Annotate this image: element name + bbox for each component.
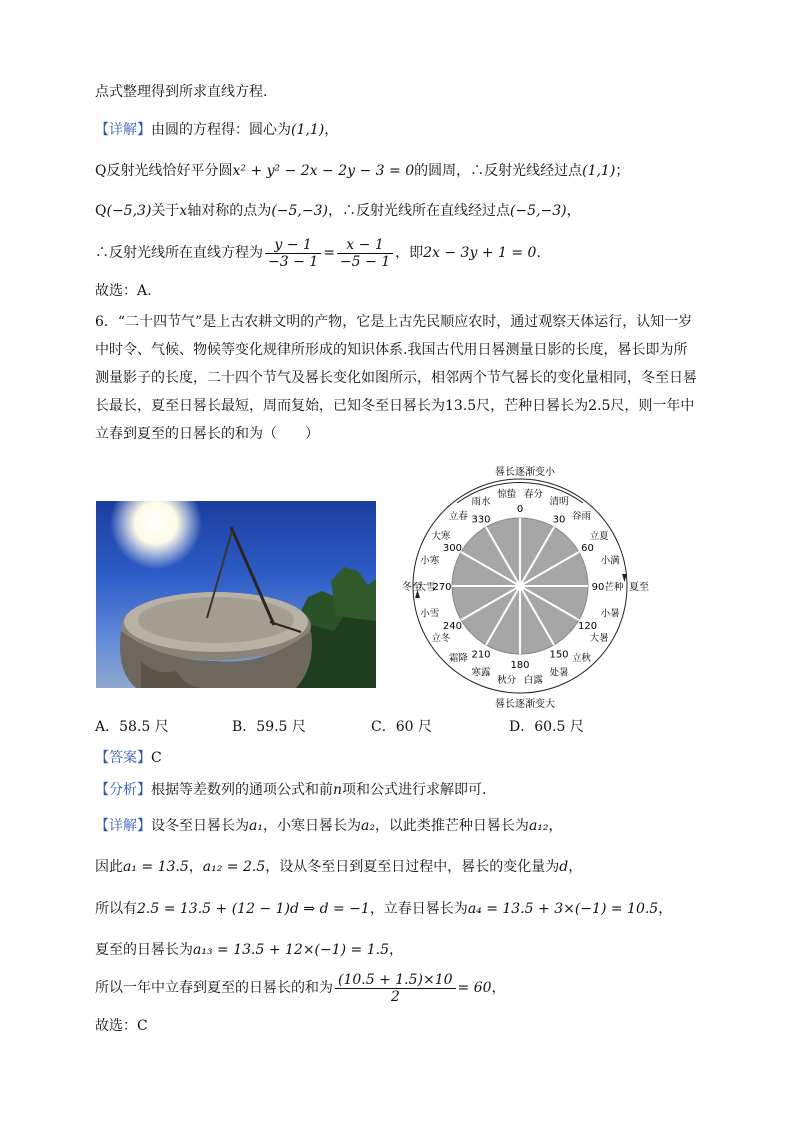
solution-line-6 xyxy=(95,281,152,301)
detail-line-3 xyxy=(95,899,672,919)
numerator: x − 1 xyxy=(337,237,393,254)
math: a₁ xyxy=(249,818,263,834)
option-d: D．60.5 尺 xyxy=(509,719,584,735)
degree-label: 0 xyxy=(516,504,524,515)
option-b: B．59.5 尺 xyxy=(232,719,306,735)
answer-value: C xyxy=(151,750,162,766)
text: 点式整理得到所求直线方程. xyxy=(95,84,268,100)
solar-term-label: 立春 xyxy=(448,510,468,522)
text: 由圆的方程得：圆心为 xyxy=(151,122,291,138)
math: x xyxy=(179,203,188,219)
text: 关于 xyxy=(151,203,180,219)
solar-term-label: 小满 xyxy=(600,555,620,567)
text: ， xyxy=(491,980,506,996)
math: = 60 xyxy=(457,980,492,996)
text: ， xyxy=(566,203,581,219)
degree-label: 210 xyxy=(471,649,491,661)
fraction-2 xyxy=(337,237,393,270)
solar-term-label: 小寒 xyxy=(420,555,440,567)
solar-term-label: 处暑 xyxy=(549,667,569,679)
solar-term-label: 小雪 xyxy=(420,608,440,620)
solar-term-label: 寒露 xyxy=(471,667,491,679)
detail-tag: 【详解】 xyxy=(95,818,151,834)
degree-label: 150 xyxy=(549,649,569,661)
text: 轴对称的点为 xyxy=(187,203,272,219)
answer-line xyxy=(95,748,162,768)
degree-label: 240 xyxy=(442,621,462,632)
text: 的圆周，∴反射光线经过点 xyxy=(414,163,583,179)
equals-sign: = xyxy=(323,245,335,261)
text: Q反射光线恰好平分圆 xyxy=(95,163,233,179)
solar-term-label: 芒种 xyxy=(604,582,624,593)
detail-line-5 xyxy=(95,970,506,1006)
solar-term-label: 春分 xyxy=(523,488,543,500)
answer-tag: 【答案】 xyxy=(95,750,151,766)
text: ，以此类推芒种日晷长为 xyxy=(374,818,529,834)
degree-label: 180 xyxy=(510,660,530,671)
denominator: 2 xyxy=(390,988,400,1005)
degree-label: 270 xyxy=(432,582,452,593)
text: 项和公式进行求解即可. xyxy=(342,782,487,798)
analysis-tag: 【分析】 xyxy=(95,782,151,798)
sum-fraction xyxy=(335,972,456,1005)
text: ， xyxy=(568,859,583,875)
top-label: 晷长逐渐变小 xyxy=(495,467,555,478)
solar-term-label: 霜降 xyxy=(448,653,468,665)
text: 夏至的日晷长为 xyxy=(95,942,193,958)
solution-line-2 xyxy=(95,120,338,140)
degree-label: 30 xyxy=(552,514,566,526)
text: 设冬至日晷长为 xyxy=(151,818,249,834)
math: a₁₂ = 2.5 xyxy=(202,859,266,875)
line-equation: 2x − 3y + 1 = 0 xyxy=(423,245,537,261)
solution-line-4 xyxy=(95,201,581,221)
detail-line-6 xyxy=(95,1016,148,1036)
degree-label: 300 xyxy=(442,543,462,554)
winter-solstice-label: 冬至 xyxy=(402,582,422,593)
text: ∴反射光线所在直线方程为 xyxy=(95,245,263,261)
solution-line-1 xyxy=(95,82,267,102)
text: ， xyxy=(324,122,339,138)
fraction-1 xyxy=(265,237,321,270)
math: a₁₂ xyxy=(528,818,549,834)
bottom-label: 晷长逐渐变大 xyxy=(495,699,555,710)
denominator: −5 − 1 xyxy=(339,253,391,270)
text: ， xyxy=(389,942,404,958)
text: . xyxy=(536,245,541,261)
math: a₁ = 13.5 xyxy=(123,859,189,875)
summer-solstice-label: 夏至 xyxy=(629,582,649,593)
math: a₄ = 13.5 + 3×(−1) = 10.5 xyxy=(467,901,659,917)
solution-line-3 xyxy=(95,161,629,181)
solar-term-label: 立秋 xyxy=(572,653,592,665)
solar-term-label: 大雪 xyxy=(416,582,436,593)
text: ； xyxy=(615,163,630,179)
analysis-line xyxy=(95,780,486,800)
solar-term-label: 谷雨 xyxy=(572,510,592,522)
detail-line-2 xyxy=(95,857,582,877)
detail-line-4 xyxy=(95,940,403,960)
text: 因此 xyxy=(95,859,123,875)
numerator: y − 1 xyxy=(265,237,321,254)
solar-term-dial xyxy=(395,462,655,712)
numerator: (10.5 + 1.5)×10 xyxy=(335,972,456,989)
text: ， xyxy=(658,901,673,917)
math: (1,1) xyxy=(582,163,616,179)
denominator: −3 − 1 xyxy=(268,253,319,270)
text: ，设从冬至日到夏至日过程中，晷长的变化量为 xyxy=(265,859,560,875)
degree-label: 120 xyxy=(578,621,598,632)
solar-term-label: 白露 xyxy=(523,675,543,687)
text: ，即 xyxy=(395,245,424,261)
text: 故选：A. xyxy=(95,283,152,299)
degree-label: 90 xyxy=(591,582,605,593)
math: (−5,−3) xyxy=(271,203,328,219)
option-c: C．60 尺 xyxy=(371,719,432,735)
text: 根据等差数列的通项公式和前 xyxy=(151,782,333,798)
math: (−5,3) xyxy=(106,203,152,219)
math: (−5,−3) xyxy=(509,203,567,219)
solar-term-label: 小暑 xyxy=(600,608,620,620)
text: ， xyxy=(548,818,563,834)
math: d xyxy=(559,859,569,875)
text: ，∴反射光线所在直线经过点 xyxy=(327,203,510,219)
option-a: A．58.5 尺 xyxy=(95,719,169,735)
sundial-photo xyxy=(96,501,376,688)
math: 2.5 = 13.5 + (12 − 1)d ⇒ d = −1 xyxy=(137,901,370,917)
solution-line-5 xyxy=(95,236,541,270)
solar-term-label: 惊蛰 xyxy=(497,488,517,500)
text: 故选：C xyxy=(95,1018,148,1034)
math: n xyxy=(333,782,343,798)
solar-term-label: 立夏 xyxy=(589,531,609,543)
solar-term-label: 秋分 xyxy=(497,675,517,687)
math: a₂ xyxy=(360,818,375,834)
math: a₁₃ = 13.5 + 12×(−1) = 1.5 xyxy=(193,942,390,958)
solar-term-label: 雨水 xyxy=(471,496,491,508)
solar-term-label: 立冬 xyxy=(431,632,451,644)
answer-options xyxy=(95,716,695,736)
text: Q xyxy=(95,203,107,219)
detail-line-1 xyxy=(95,816,563,836)
math: (1,1) xyxy=(291,122,325,138)
sundial-image xyxy=(96,501,376,688)
degree-label: 330 xyxy=(471,514,491,526)
solar-term-label: 大暑 xyxy=(589,632,609,644)
circle-equation: x² + y² − 2x − 2y − 3 = 0 xyxy=(232,163,415,179)
text: 所以有 xyxy=(95,901,137,917)
question-6-text: 6．“二十四节气”是上古农耕文明的产物，它是上古先民顺应农时，通过观察天体运行，认知一岁中时令、气候、物候等变化规律所形成的知识体系.我国古代用日晷测量日影的长度，晷长即为所测量影子的长度，二十四个节气及晷长变化如图所示，相邻两个节气晷长的变化量相同，冬至日晷长最长，夏至日晷长最短，周而复始，已知冬至日晷长为13.5尺，芒种日晷长为2.5尺，则一年中立春到夏至的日晷长的和为（ ） xyxy=(95,314,697,442)
text: ，小寒日晷长为 xyxy=(262,818,361,834)
solar-term-label: 清明 xyxy=(549,496,569,508)
degree-label: 60 xyxy=(581,543,594,554)
text: 所以一年中立春到夏至的日晷长的和为 xyxy=(95,980,333,996)
center-dot xyxy=(517,583,523,589)
text: ，立春日晷长为 xyxy=(369,901,468,917)
text: ， xyxy=(188,859,203,875)
solar-term-label: 大寒 xyxy=(431,531,451,543)
detail-tag: 【详解】 xyxy=(95,122,151,138)
